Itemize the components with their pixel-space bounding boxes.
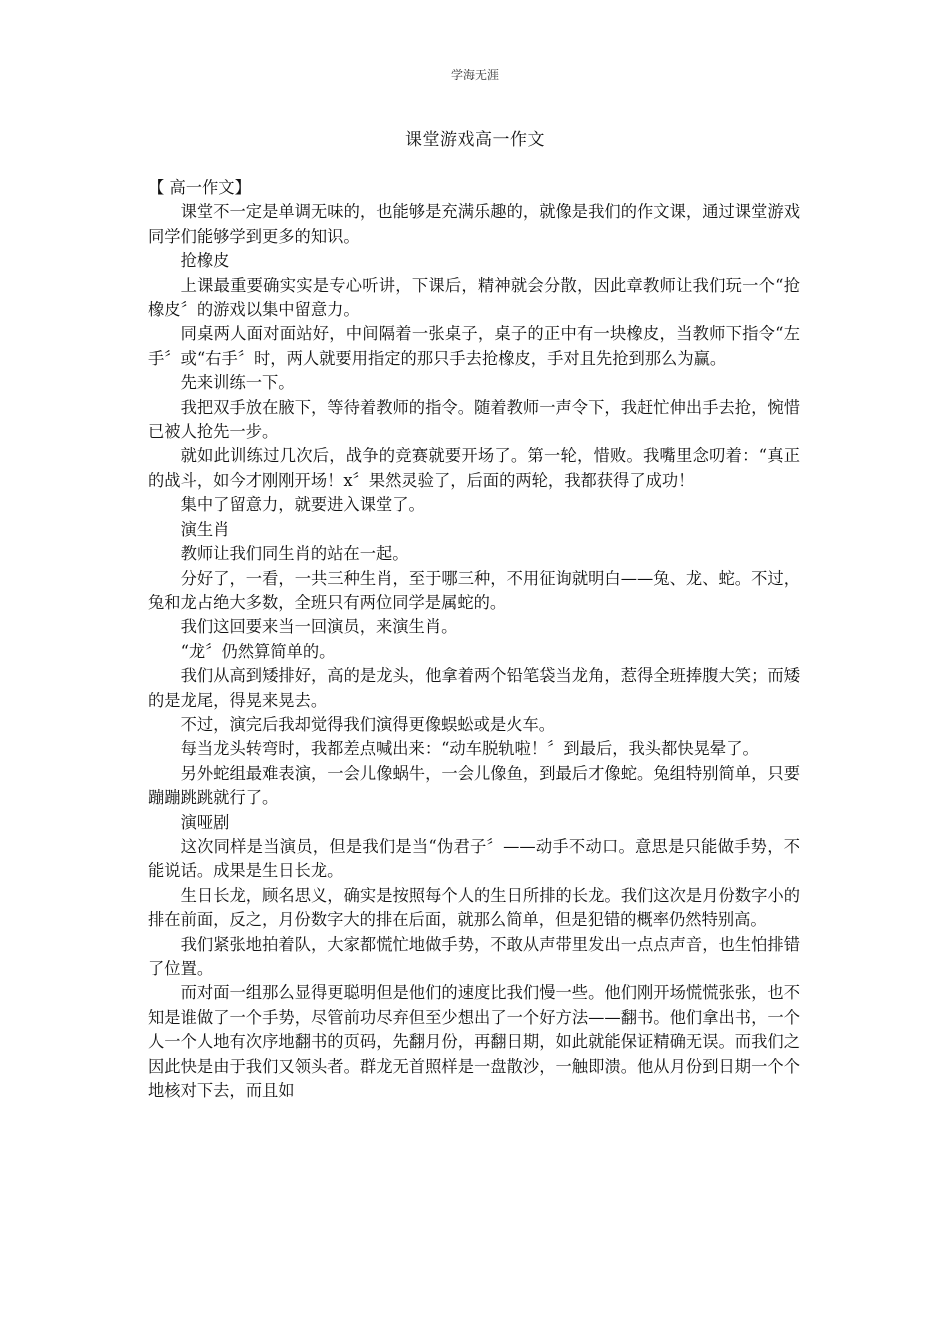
page-header-mark: 学海无涯 xyxy=(450,68,499,82)
paragraph: 每当龙头转弯时，我都差点喊出来：“动车脱轨啦！〞到最后，我头都快晃晕了。 xyxy=(180,739,759,759)
paragraph: 而对面一组那么显得更聪明但是他们的速度比我们慢一些。他们刚开场慌慌张张，也不知是谁做了一个手势，尽管前功尽弃但至少想出了一个好方法——翻书。他们拿出书，一个人一个人地有次序地翻书的页码，先翻月份，再翻日期，如此就能保证精确无误。而我们之因此快是由于我们又领头者。群龙无首照样是一盘散沙，一触即溃。他从月份到日期一个个地核对下去，而且如 xyxy=(148,983,800,1101)
paragraph: 分好了，一看，一共三种生肖，至于哪三种，不用征询就明白——兔、龙、蛇。不过，兔和龙占绝大多数，全班只有两位同学是属蛇的。 xyxy=(148,568,800,612)
paragraph: 先来训练一下。 xyxy=(180,373,295,393)
document-title: 课堂游戏高一作文 xyxy=(405,130,545,150)
paragraph: “龙〞仍然算简单的。 xyxy=(180,641,336,661)
paragraph: 演生肖 xyxy=(180,519,230,539)
paragraph: 生日长龙，顾名思义，确实是按照每个人的生日所排的长龙。我们这次是月份数字小的排在前面，反之，月份数字大的排在后面，就那么简单，但是犯错的概率仍然特别高。 xyxy=(148,885,800,930)
paragraph: 上课最重要确实实是专心听讲，下课后，精神就会分散，因此章教师让我们玩一个“抢橡皮〞的游戏以集中留意力。 xyxy=(148,275,800,320)
paragraph: 我们紧张地拍着队，大家都慌忙地做手势，不敢从声带里发出一点点声音，也生怕排错了位置。 xyxy=(148,934,800,978)
category-label: 【 高一作文】 xyxy=(148,178,251,197)
document-body xyxy=(148,176,800,1103)
paragraph: 就如此训练过几次后，战争的竞赛就要开场了。第一轮，惜败。我嘴里念叨着：“真正的战斗，如今才刚刚开场！x〞果然灵验了，后面的两轮，我都获得了成功！ xyxy=(148,446,800,490)
paragraph: 集中了留意力，就要进入课堂了。 xyxy=(180,495,425,515)
paragraph: 不过，演完后我却觉得我们演得更像蜈蚣或是火车。 xyxy=(180,714,556,734)
paragraph: 演哑剧 xyxy=(180,812,230,832)
paragraph: 教师让我们同生肖的站在一起。 xyxy=(180,544,409,564)
paragraph: 我们这回要来当一回演员，来演生肖。 xyxy=(180,617,458,637)
paragraph: 我把双手放在腋下，等待着教师的指令。随着教师一声令下，我赶忙伸出手去抢，惋惜已被人抢先一步。 xyxy=(148,397,800,442)
paragraph: 另外蛇组最难表演，一会儿像蜗牛，一会儿像鱼，到最后才像蛇。兔组特别简单，只要蹦蹦跳跳就行了。 xyxy=(148,763,800,808)
paragraph: 我们从高到矮排好，高的是龙头，他拿着两个铅笔袋当龙角，惹得全班捧腹大笑；而矮的是龙尾，得晃来晃去。 xyxy=(148,666,800,710)
paragraph: 抢橡皮 xyxy=(180,251,230,271)
paragraph: 这次同样是当演员，但是我们是当“伪君子〞——动手不动口。意思是只能做手势，不能说话。成果是生日长龙。 xyxy=(148,836,800,881)
paragraph: 课堂不一定是单调无味的，也能够是充满乐趣的，就像是我们的作文课，通过课堂游戏同学们能够学到更多的知识。 xyxy=(148,202,800,246)
paragraph: 同桌两人面对面站好，中间隔着一张桌子，桌子的正中有一块橡皮，当教师下指令“左手〞或“右手〞时，两人就要用指定的那只手去抢橡皮，手对且先抢到那么为赢。 xyxy=(148,324,800,368)
paragraph-list xyxy=(148,200,800,1103)
